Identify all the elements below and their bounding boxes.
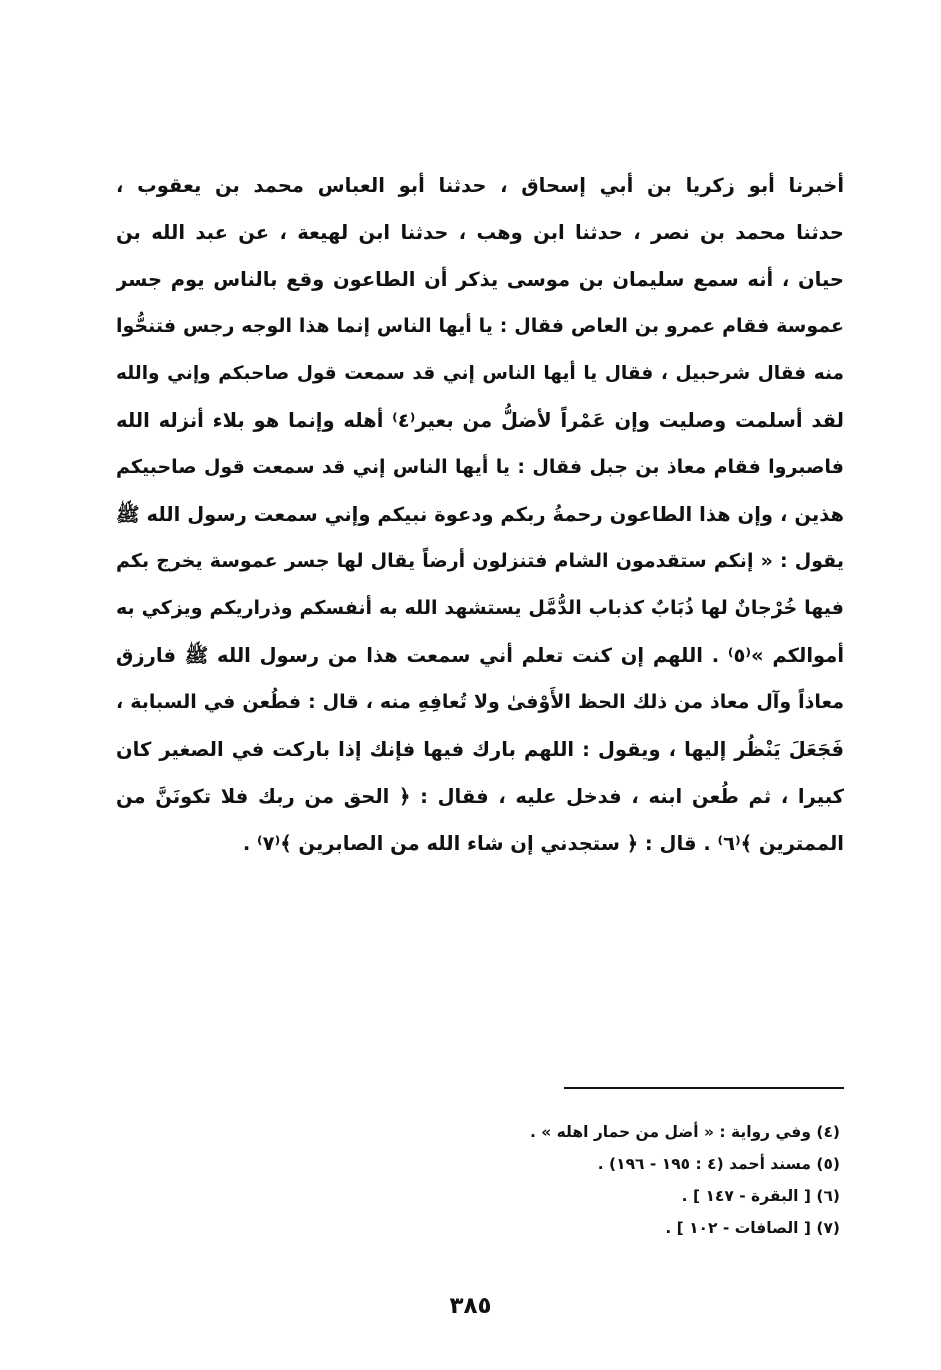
text-line: الممترين ﴾⁽٦⁾ . قال : ﴿ ستجدني إن شاء الله من الصابرين ﴾⁽٧⁾ .: [242, 832, 844, 855]
footnote-4: (٤) وفي رواية : « أضل من حمار اهله » .: [529, 1123, 840, 1141]
text-line: منه فقال شرحبيل ، فقال يا أيها الناس إني قد سمعت قول صاحبكم وإني والله: [116, 363, 844, 384]
text-line: يقول : « إنكم ستقدمون الشام فتنزلون أرضاً يقال لها جسر عموسة يخرج بكم: [116, 550, 844, 572]
text-line: عموسة فقام عمرو بن العاص فقال : يا أيها الناس إنما هذا الوجه رجس فتنحُّوا: [116, 315, 844, 337]
text-line: أخبرنا أبو زكريا بن أبي إسحاق ، حدثنا أبو العباس محمد بن يعقوب ،: [116, 174, 844, 197]
text-line: فيها خُرْجانٌ لها ذُبَابٌ كذباب الدُّمَّل يستشهد الله به أنفسكم وذراريكم ويزكي به: [116, 597, 844, 619]
text-line: كبيرا ، ثم طُعن ابنه ، فدخل عليه ، فقال : ﴿ الحق من ربك فلا تكونَنَّ من: [116, 785, 844, 808]
footnotes-list: [420, 1116, 840, 1244]
footnote-5: (٥) مسند أحمد (٤ : ١٩٥ - ١٩٦) .: [597, 1155, 840, 1173]
footnote-6: (٦) [ البقرة - ١٤٧ ] .: [681, 1187, 840, 1205]
text-line: لقد أسلمت وصليت وإن عَمْراً لأضلُّ من بعير⁽٤⁾ أهله وإنما هو بلاء أنزله الله: [116, 409, 844, 432]
text-line: هذين ، وإن هذا الطاعون رحمةُ ربكم ودعوة نبيكم وإني سمعت رسول الله ﷺ: [116, 503, 844, 526]
footnote-7: (٧) [ الصافات - ١٠٢ ] .: [665, 1219, 840, 1237]
footnote-divider: [564, 1087, 844, 1089]
text-line: معاذاً وآل معاذ من ذلك الحظ الأَوْفىٰ ولا تُعافِهِ منه ، قال : فطُعن في السبابة ،: [116, 691, 844, 713]
text-line: حيان ، أنه سمع سليمان بن موسى يذكر أن الطاعون وقع بالناس يوم جسر: [116, 268, 844, 291]
text-line: أموالكم »⁽٥⁾ . اللهم إن كنت تعلم أني سمعت هذا من رسول الله ﷺ فارزق: [116, 644, 844, 667]
main-text: [116, 162, 844, 867]
text-line: فاصبروا فقام معاذ بن جبل فقال : يا أيها الناس إني قد سمعت قول صاحبيكم: [116, 456, 844, 478]
page-number: ٣٨٥: [449, 1293, 492, 1319]
text-line: فَجَعَلَ يَنْظُر إليها ، ويقول : اللهم بارك فيها فإنك إذا باركت في الصغير كان: [116, 738, 844, 761]
text-line: حدثنا محمد بن نصر ، حدثنا ابن وهب ، حدثنا ابن لهيعة ، عن عبد الله بن: [116, 221, 844, 244]
